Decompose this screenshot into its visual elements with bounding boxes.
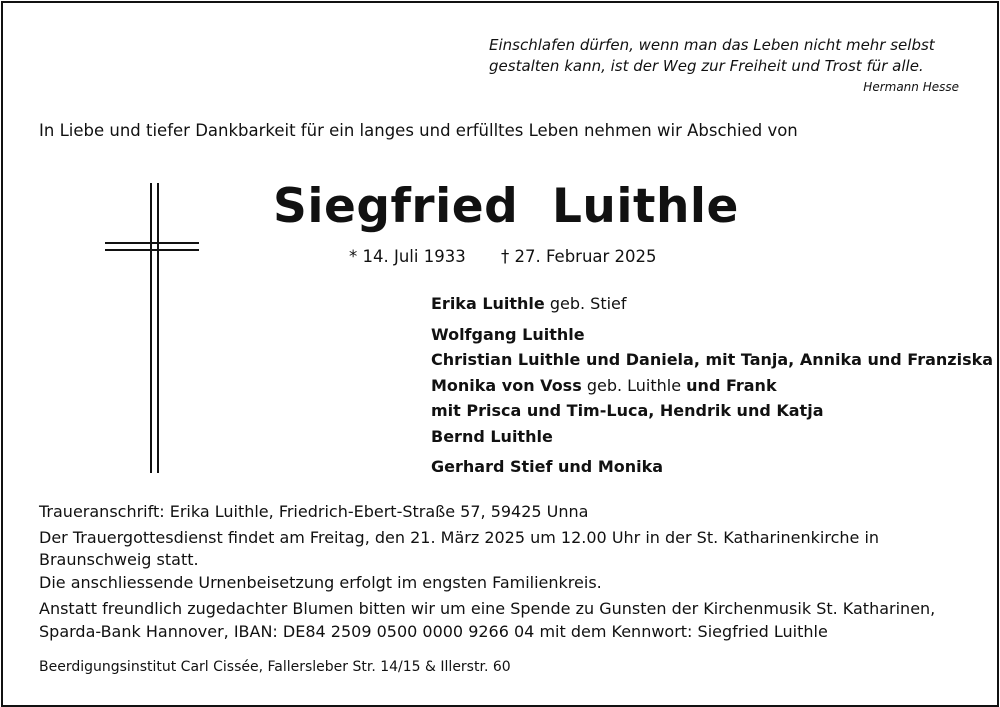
- mourning-address: Traueranschrift: Erika Luithle, Friedrich-Ebert-Straße 57, 59425 Unna: [39, 502, 589, 521]
- family-row: Wolfgang Luithle: [431, 324, 585, 344]
- notice-info: [39, 501, 969, 643]
- quote-author: Hermann Hesse: [863, 80, 959, 94]
- family-member-name: Monika von Voss: [431, 375, 582, 395]
- urn-burial-text: Die anschliessende Urnenbeisetzung erfolgt im engsten Familienkreis.: [39, 572, 602, 592]
- family-row: [431, 373, 993, 399]
- family-row: Gerhard Stief und Monika: [431, 457, 664, 476]
- family-row: [431, 291, 993, 317]
- maiden-name-note: geb. Stief: [544, 294, 627, 313]
- family-member-name: Erika Luithle: [431, 294, 545, 313]
- obituary-notice: [1, 1, 999, 707]
- deceased-name: Siegfried Luithle: [273, 179, 739, 234]
- donation-text: Anstatt freundlich zugedachter Blumen bitten wir um eine Spende zu Gunsten der Kirchenmusik St. Katharinen, Sparda-Bank Hannover, IBAN: DE84 2509 0500 0000 9266 04 mit dem Kennwort: Siegfried Luithle: [39, 599, 936, 641]
- undertaker-line: Beerdigungsinstitut Carl Cissée, Fallersleber Str. 14/15 & Illerstr. 60: [39, 659, 511, 675]
- family-row: mit Prisca und Tim-Luca, Hendrik und Katja: [431, 401, 824, 420]
- family-row: Bernd Luithle: [431, 426, 553, 446]
- family-row: Christian Luithle und Daniela, mit Tanja, Annika und Franziska: [431, 350, 994, 369]
- funeral-service-text: Der Trauergottesdienst findet am Freitag, den 21. März 2025 um 12.00 Uhr in der St. Katharinenkirche in Braunschweig statt.: [39, 527, 880, 569]
- maiden-name-note: geb. Luithle: [581, 375, 687, 395]
- death-date: † 27. Februar 2025: [500, 247, 657, 266]
- life-dates: [349, 247, 657, 266]
- birth-date: * 14. Juli 1933: [349, 247, 466, 266]
- quote-line-2: gestalten kann, ist der Weg zur Freiheit und Trost für alle.: [489, 57, 924, 75]
- intro-text: In Liebe und tiefer Dankbarkeit für ein langes und erfülltes Leben nehmen wir Abschied von: [39, 121, 798, 140]
- family-member-partner: und Frank: [686, 375, 777, 395]
- quote: [489, 35, 959, 77]
- cross-icon: [103, 181, 201, 475]
- quote-line-1: Einschlafen dürfen, wenn man das Leben nicht mehr selbst: [489, 36, 935, 54]
- family-list: [431, 291, 993, 480]
